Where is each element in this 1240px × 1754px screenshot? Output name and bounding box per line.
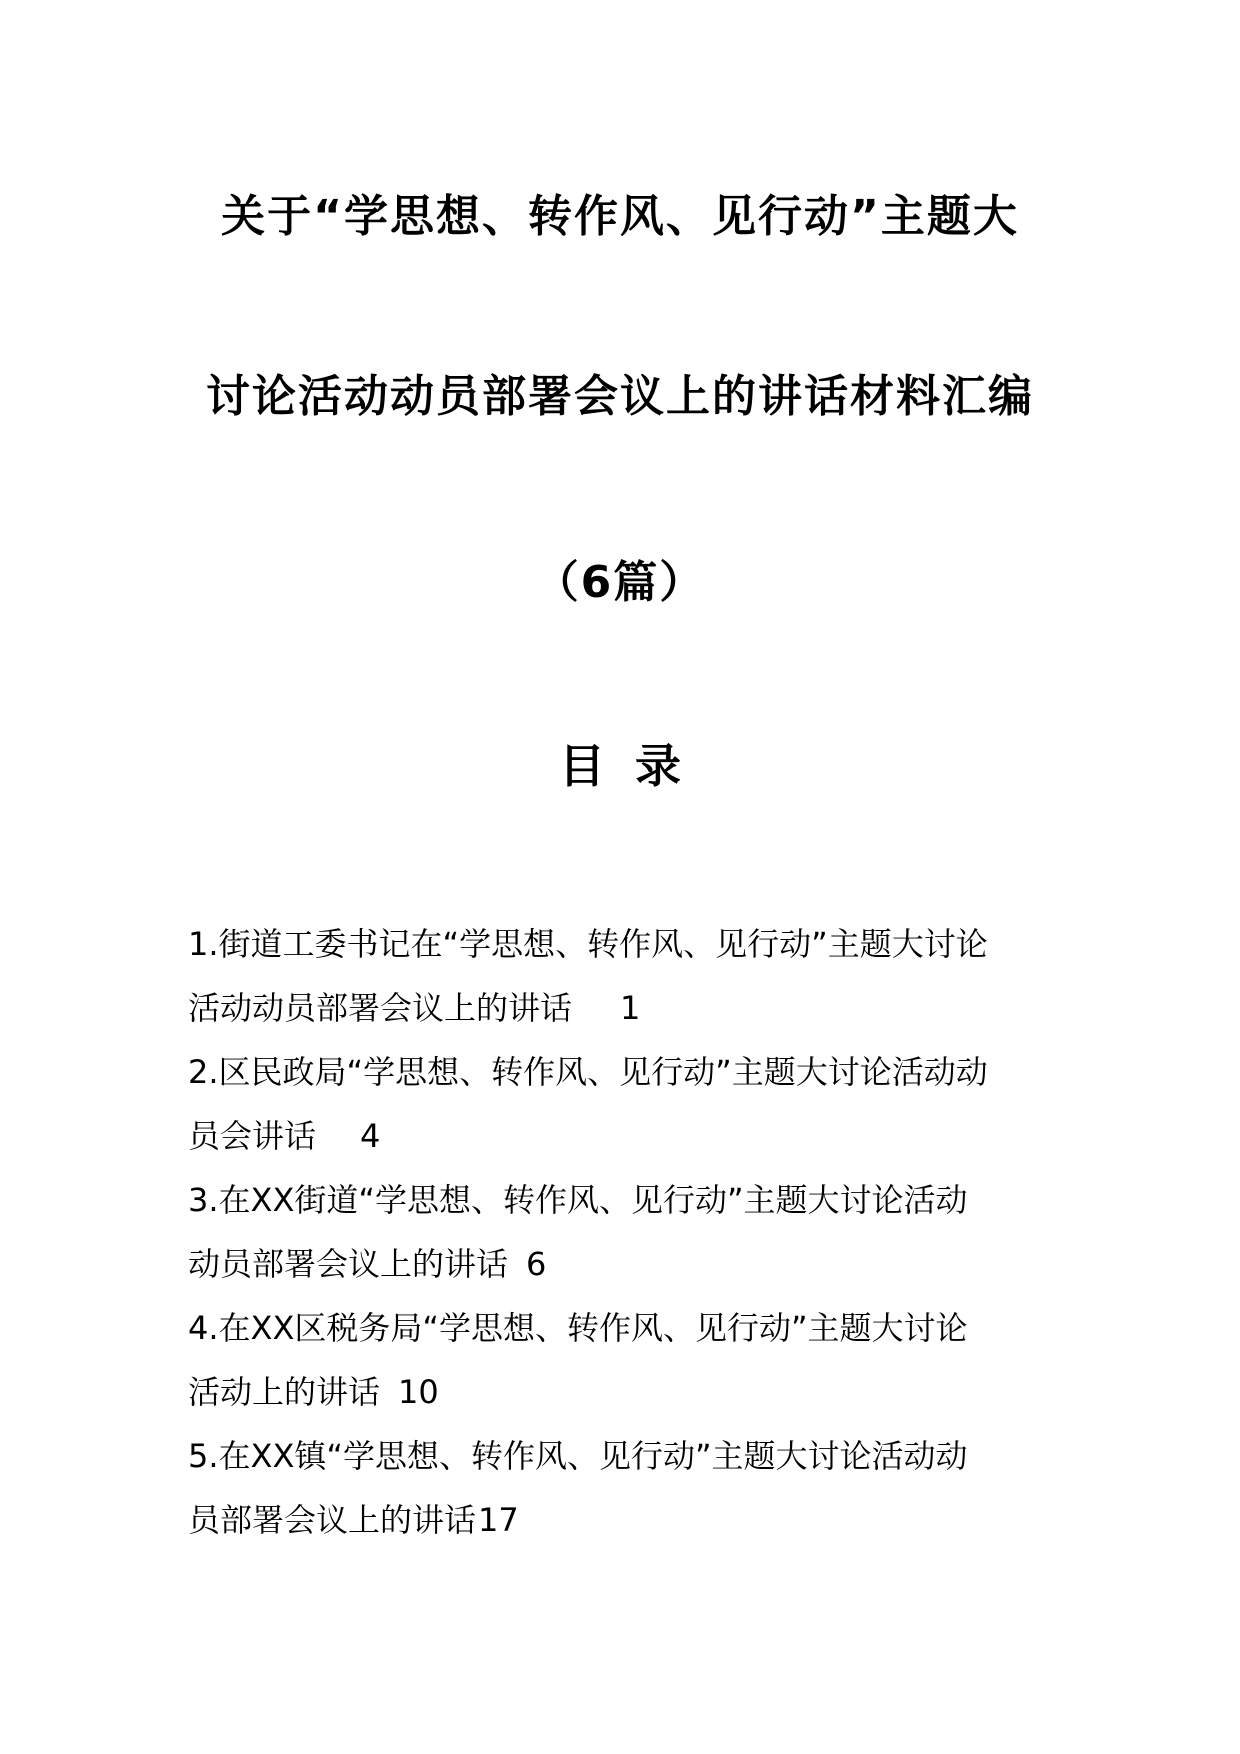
toc-entry[interactable] (188, 912, 1058, 1040)
toc-entry-title-line-2: 活动动员部署会议上的讲话 (188, 989, 573, 1027)
toc-entry-title-line-1: 1.街道工委书记在“学思想、转作风、见行动”主题大讨论 (188, 925, 988, 963)
toc-entry-page-number: 1 (620, 989, 641, 1027)
toc-entry-title-line-2-wrap (188, 1360, 1058, 1424)
toc-entry-title-line-2-wrap (188, 1104, 1058, 1168)
toc-entry[interactable] (188, 1168, 1058, 1296)
toc-entry-title-line-1: 5.在XX镇“学思想、转作风、见行动”主题大讨论活动动 (188, 1437, 968, 1475)
toc-entry-title-line-1: 4.在XX区税务局“学思想、转作风、见行动”主题大讨论 (188, 1309, 968, 1347)
toc-entry-page-number: 4 (360, 1117, 381, 1155)
document-title-count: （6篇） (534, 557, 706, 608)
toc-entry-page-number: 17 (478, 1501, 519, 1539)
toc-entry-title-line-1: 3.在XX街道“学思想、转作风、见行动”主题大讨论活动 (188, 1181, 968, 1219)
toc-entry-title-line-2: 员会讲话 (188, 1117, 317, 1155)
toc-entry-title-line-1: 2.区民政局“学思想、转作风、见行动”主题大讨论活动动 (188, 1053, 988, 1091)
toc-entry-title-line-2: 活动上的讲话 (188, 1373, 381, 1411)
toc-entry[interactable] (188, 1424, 1058, 1552)
toc-heading: 目录 (559, 739, 711, 793)
table-of-contents (188, 912, 1058, 1552)
toc-entry-title-line-2: 员部署会议上的讲话 (188, 1501, 477, 1539)
toc-entry[interactable] (188, 1040, 1058, 1168)
toc-entry-title-line-2: 动员部署会议上的讲话 (188, 1245, 509, 1283)
toc-entry[interactable] (188, 1296, 1058, 1424)
toc-entry-title-line-2-wrap (188, 976, 1058, 1040)
toc-entry-title-line-2-wrap (188, 1232, 1058, 1296)
document-title-line-2: 讨论活动动员部署会议上的讲话材料汇编 (206, 371, 1034, 422)
toc-entry-page-number: 6 (526, 1245, 547, 1283)
toc-entry-title-line-2-wrap (188, 1488, 1058, 1552)
document-title-line-1: 关于“学思想、转作风、见行动”主题大 (221, 191, 1019, 242)
toc-entry-page-number: 10 (398, 1373, 439, 1411)
